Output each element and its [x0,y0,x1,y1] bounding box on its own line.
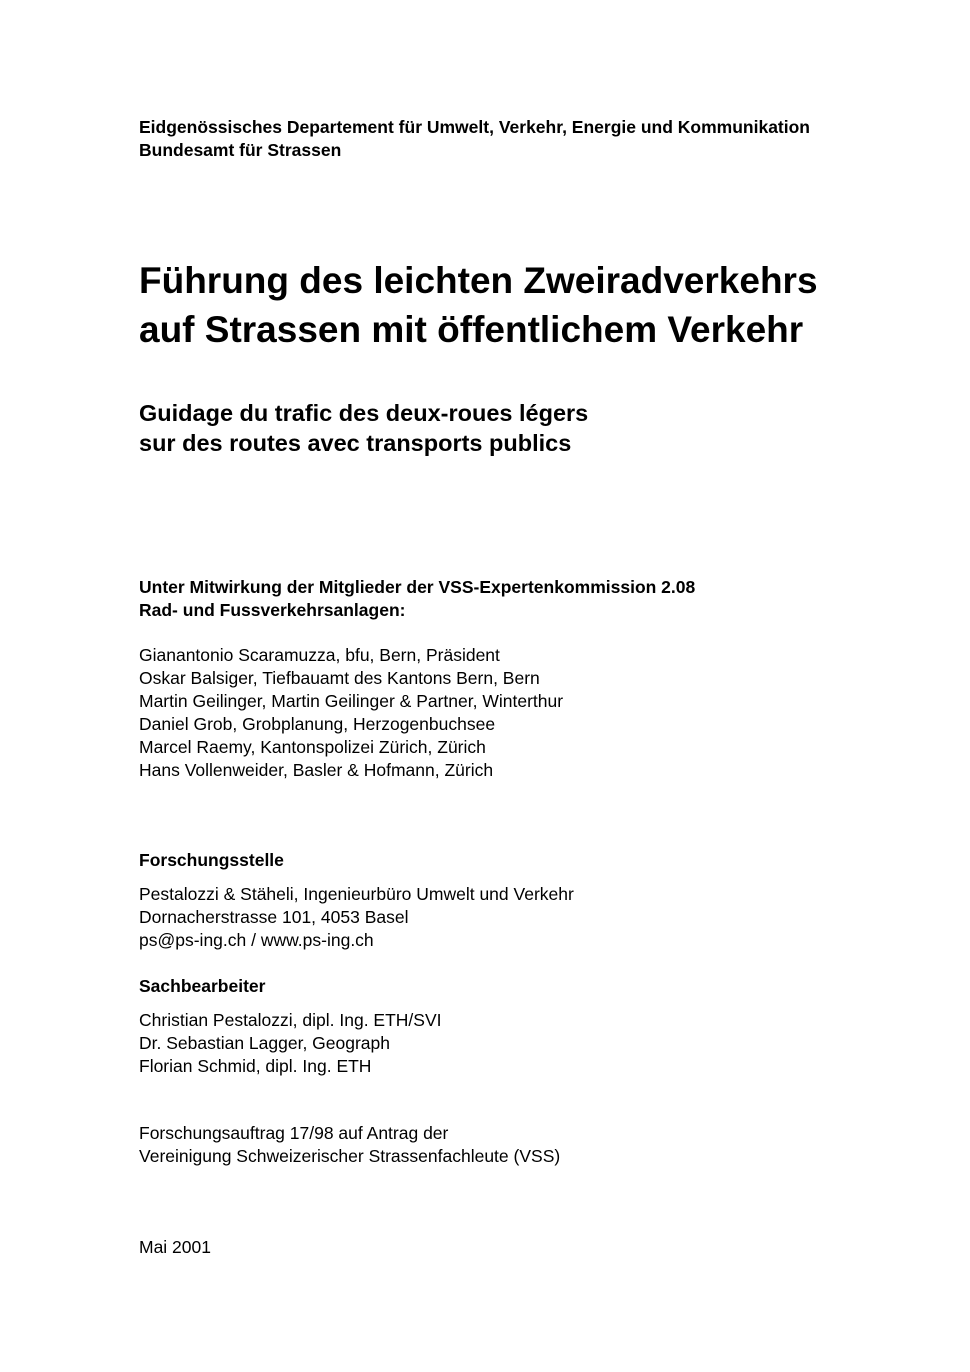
forschungsstelle-heading: Forschungsstelle [139,850,284,870]
commission-heading-line-1: Unter Mitwirkung der Mitglieder der VSS-Expertenkommission 2.08 [139,577,696,597]
title-fr-line-2: sur des routes avec transports publics [139,430,572,456]
department-name: Eidgenössisches Departement für Umwelt, Verkehr, Energie und Kommunikation [139,117,810,137]
research-mandate-line-1: Forschungsauftrag 17/98 auf Antrag der [139,1123,449,1143]
commission-heading-line-2: Rad- und Fussverkehrsanlagen: [139,599,406,620]
sachbearbeiter-list [139,1009,441,1078]
member-item: Marcel Raemy, Kantonspolizei Zürich, Zürich [139,737,486,757]
forschungsstelle-details [139,883,574,952]
member-item: Oskar Balsiger, Tiefbauamt des Kantons Bern, Bern [139,668,540,688]
publication-date: Mai 2001 [139,1237,211,1257]
commission-heading [139,576,695,621]
commission-members-list [139,644,563,782]
sachbearbeiter-heading: Sachbearbeiter [139,976,266,996]
sachbearbeiter-item: Florian Schmid, dipl. Ing. ETH [139,1056,372,1076]
forschungsstelle-address: Dornacherstrasse 101, 4053 Basel [139,907,409,927]
member-item: Daniel Grob, Grobplanung, Herzogenbuchsee [139,714,496,734]
research-mandate [139,1122,560,1168]
sachbearbeiter-item: Christian Pestalozzi, dipl. Ing. ETH/SVI [139,1010,442,1030]
member-item: Hans Vollenweider, Basler & Hofmann, Zürich [139,760,494,780]
sachbearbeiter-item: Dr. Sebastian Lagger, Geograph [139,1033,391,1053]
department-header [139,116,810,162]
forschungsstelle-company: Pestalozzi & Stäheli, Ingenieurbüro Umwelt und Verkehr [139,884,574,904]
member-item: Gianantonio Scaramuzza, bfu, Bern, Präsident [139,645,500,665]
research-mandate-line-2: Vereinigung Schweizerischer Strassenfachleute (VSS) [139,1146,561,1166]
title-de-line-2: auf Strassen mit öffentlichem Verkehr [139,309,804,350]
member-item: Martin Geilinger, Martin Geilinger & Partner, Winterthur [139,691,564,711]
forschungsstelle-contact: ps@ps-ing.ch / www.ps-ing.ch [139,930,374,950]
title-de-line-1: Führung des leichten Zweiradverkehrs [139,260,818,301]
document-title-french [139,398,588,458]
document-title-german [139,256,818,354]
title-fr-line-1: Guidage du trafic des deux-roues légers [139,400,589,426]
office-name: Bundesamt für Strassen [139,140,342,160]
